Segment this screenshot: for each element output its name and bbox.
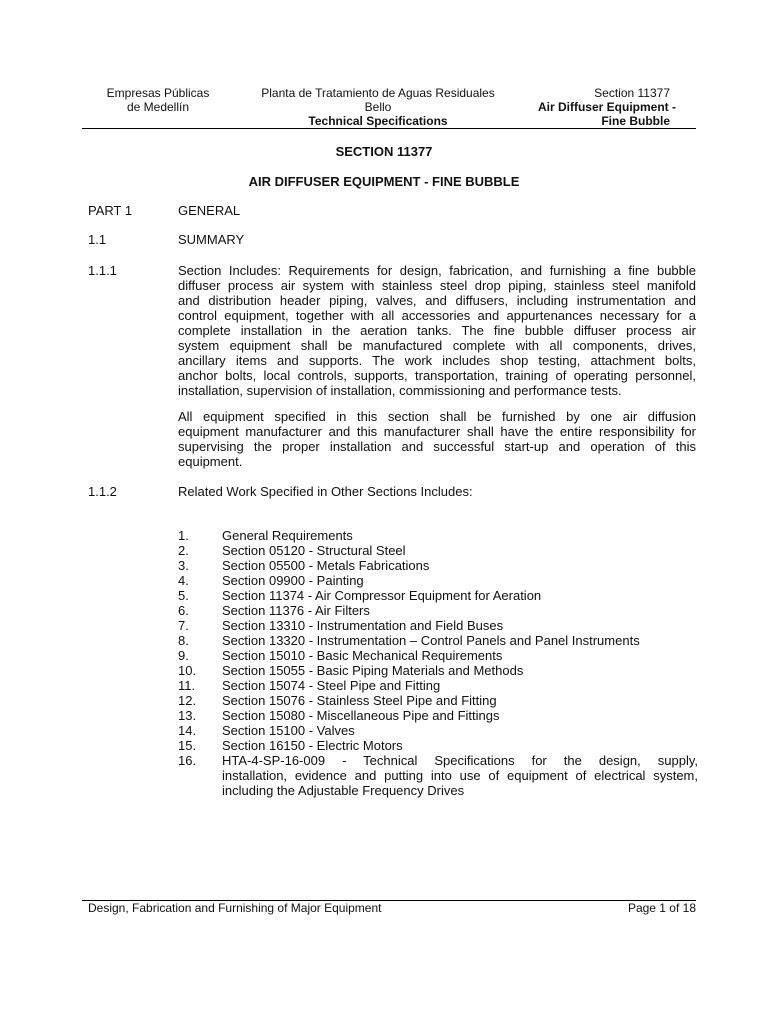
list-item-number: 16. [178,753,197,768]
list-item-text: Section 13320 - Instrumentation – Control Panels and Panel Instruments [222,633,640,648]
list-item-number: 8. [178,633,189,648]
list-item-text-line: HTA-4-SP-16-009 - Technical Specifications for the design, supply, [222,753,698,768]
clause-1-1-1-paragraph-1 [178,263,696,398]
list-item-number: 7. [178,618,189,633]
list-item-number: 12. [178,693,197,708]
paragraph-line: complete installation in the aeration tanks. The fine bubble diffuser process air [178,323,696,338]
list-item-text: Section 15074 - Steel Pipe and Fitting [222,678,441,693]
list-item-text: Section 05120 - Structural Steel [222,543,406,558]
header-plant-line1: Planta de Tratamiento de Aguas Residuales [261,86,495,100]
list-item-number: 3. [178,558,189,573]
header-rule [82,128,696,129]
list-item-number: 14. [178,723,197,738]
section-number-title: SECTION 11377 [335,144,433,159]
list-item-text: Section 15100 - Valves [222,723,355,738]
paragraph-line: equipment. [178,454,243,469]
paragraph-line: installation, supervision of installation, commissioning and performance tests. [178,383,622,398]
header-section-line3: Fine Bubble [601,114,670,128]
list-item-text: Section 13310 - Instrumentation and Field Buses [222,618,504,633]
paragraph-line: ancillary items and supports. The work includes shop testing, attachment bolts, [178,353,696,368]
list-item-number: 11. [178,678,196,693]
paragraph-line: anchor bolts, local controls, supports, transportation, training of operating personnel, [178,368,696,383]
header-org-line1: Empresas Públicas [106,86,210,100]
paragraph-line: system equipment shall be manufactured complete with all components, drives, [178,338,696,353]
footer-left: Design, Fabrication and Furnishing of Major Equipment [88,901,382,915]
list-item-text: General Requirements [222,528,353,543]
section-name-title: AIR DIFFUSER EQUIPMENT - FINE BUBBLE [248,174,520,189]
summary-label: SUMMARY [178,232,245,247]
list-item-text [222,753,698,798]
paragraph-line: Section Includes: Requirements for design, fabrication, and furnishing a fine bubble [178,263,696,278]
header-plant [238,86,518,128]
list-item-text: Section 11374 - Air Compressor Equipment for Aeration [222,588,542,603]
list-item-text-line: including the Adjustable Frequency Drives [222,783,465,798]
footer-page-number: Page 1 of 18 [627,901,696,915]
list-item-text: Section 11376 - Air Filters [222,603,370,618]
list-item-number: 6. [178,603,189,618]
part-label: GENERAL [178,203,241,218]
list-item-number: 15. [178,738,197,753]
part-number: PART 1 [88,203,133,218]
header-org-line2: de Medellín [126,100,190,114]
paragraph-line: and distribution header piping, valves, and diffusers, including instrumentation and [178,293,696,308]
paragraph-line: All equipment specified in this section shall be furnished by one air diffusion [178,409,696,424]
list-item-text: Section 05500 - Metals Fabrications [222,558,430,573]
list-item-number: 2. [178,543,189,558]
header-section-line1: Section 11377 [594,86,670,100]
paragraph-line: diffuser process air system with stainless steel drop piping, stainless steel manifold [178,278,696,293]
clause-1-1-1-paragraph-2 [178,409,696,469]
list-item-text: Section 15076 - Stainless Steel Pipe and Fitting [222,693,497,708]
list-item-number: 13. [178,708,197,723]
list-item-number: 10. [178,663,197,678]
list-item-number: 9. [178,648,189,663]
clause-1-1-2-number: 1.1.2 [88,484,117,499]
list-item-text: Section 15055 - Basic Piping Materials and Methods [222,663,524,678]
header-section [488,86,676,128]
clause-1-1-2-text: Related Work Specified in Other Sections Includes: [178,484,473,499]
list-item-text: Section 15010 - Basic Mechanical Requirements [222,648,503,663]
list-item-text-line: installation, evidence and putting into use of equipment of electrical system, [222,768,698,783]
summary-number: 1.1 [88,232,107,247]
header-plant-line3: Technical Specifications [308,114,448,128]
header-plant-line2: Bello [364,100,392,114]
list-item-number: 5. [178,588,189,603]
header-organization [88,86,228,114]
list-item-number: 1. [178,528,189,543]
paragraph-line: supervising the proper installation and successful start-up and operation of this [178,439,696,454]
clause-1-1-1-number: 1.1.1 [88,263,117,278]
list-item-text: Section 09900 - Painting [222,573,364,588]
list-item-text: Section 15080 - Miscellaneous Pipe and Fittings [222,708,500,723]
header-section-line2: Air Diffuser Equipment - [537,100,676,114]
list-item-number: 4. [178,573,189,588]
paragraph-line: control equipment, together with all accessories and appurtenances necessary for a [178,308,696,323]
paragraph-line: equipment manufacturer and this manufacturer shall have the entire responsibility for [178,424,696,439]
list-item-text: Section 16150 - Electric Motors [222,738,403,753]
